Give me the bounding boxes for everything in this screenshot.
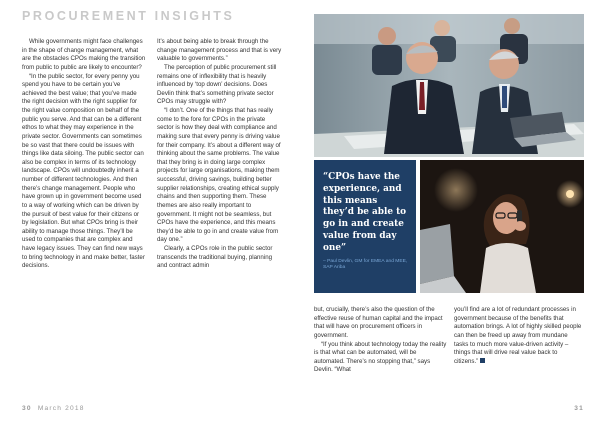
page-number-left: 30 <box>22 405 32 412</box>
paragraph: Clearly, a CPOs role in the public sector transcends the traditional buying, planning and contract admin <box>157 245 273 270</box>
article-column-4 <box>454 306 582 366</box>
paragraph: It’s about being able to break through the change management process and that is very valuable to governments.” <box>157 38 282 63</box>
footer-left <box>22 405 85 412</box>
paragraph: “In the public sector, for every penny you spend you have to be certain you’ve achieved the best value; that you’ve made the right decision with the right supplier for the right value composition on behalf of the public you serve. And that can be a different ethos to what they may experience in the private sector. Governments can sometimes be so vast that there could be issues with things like data siloing. The public sector can also be complex in terms of its technology landscape. CPOs will undoubtedly inherit a number of different technologies. And then there’s change management. People who have grown up in government become used to a way of working which can be driven by the pursuit of best value for their citizens or by legislation. But what CPOs bring is their ability to manage those things. They’ll be used to companies that are complex and have legacy issues. They can find new ways to bring technology in and make better, faster decisions. <box>22 72 145 270</box>
issue-date: March 2018 <box>37 405 85 412</box>
article-column-2 <box>157 38 283 271</box>
article-column-3 <box>314 306 447 375</box>
paragraph: you’ll find are a lot of redundant processes in government because of the benefits that automation brings. A lot of highly skilled people can then be freed up away from mundane tasks to much more value-driven activity – things that will drive real value back to citizens.” <box>454 306 582 365</box>
pull-quote <box>314 160 416 293</box>
paragraph: The perception of public procurement still remains one of inflexibility that is heavily influenced by ‘top down’ decisions. Does Devlin think that’s something private sector CPOs may struggle with? <box>157 63 277 106</box>
woman-on-phone-illustration <box>420 160 584 293</box>
page-number-right: 31 <box>574 405 584 412</box>
photo-woman-on-phone <box>420 160 584 293</box>
footer-right <box>574 405 584 412</box>
business-meeting-illustration <box>314 14 584 157</box>
article-column-1 <box>22 38 146 271</box>
paragraph: While governments might face challenges in the shape of change management, what are the obstacles CPOs making the transition from public to public are likely to encounter? <box>22 38 146 71</box>
paragraph: but, crucially, there’s also the question of the effective reuse of human capital and the impact that will have on procurement officers in government. <box>314 306 443 339</box>
pull-quote-attribution: – Paul Devlin, GM for EMEA and MEE, SAP Ariba <box>323 258 408 271</box>
paragraph: “I don’t. One of the things that has really come to the fore for CPOs in the private sector is how they deal with compliance and making sure that every penny is driving value for their company. It’s about a different way of thinking about the same problems. The value that they bring is in doing large complex projects for large organisations, making them successful, driving savings, building better supplier relationships, creating ethical supply chains and then supporting them. These themes are also really important to government. It might not be seamless, but CPOs have the experience, and this means they’d be able to go in and create value from day one.” <box>157 107 281 244</box>
paragraph: “If you think about technology today the reality is that what can be automated, will be automated. There’s no stopping that,” says Devlin. “What <box>314 340 447 374</box>
pull-quote-text: “CPOs have the experience, and this means they’d be able to go in and create value from day one” <box>323 172 407 253</box>
photo-business-meeting <box>314 14 584 157</box>
section-header: PROCUREMENT INSIGHTS <box>22 9 235 23</box>
end-mark-icon <box>480 358 485 363</box>
